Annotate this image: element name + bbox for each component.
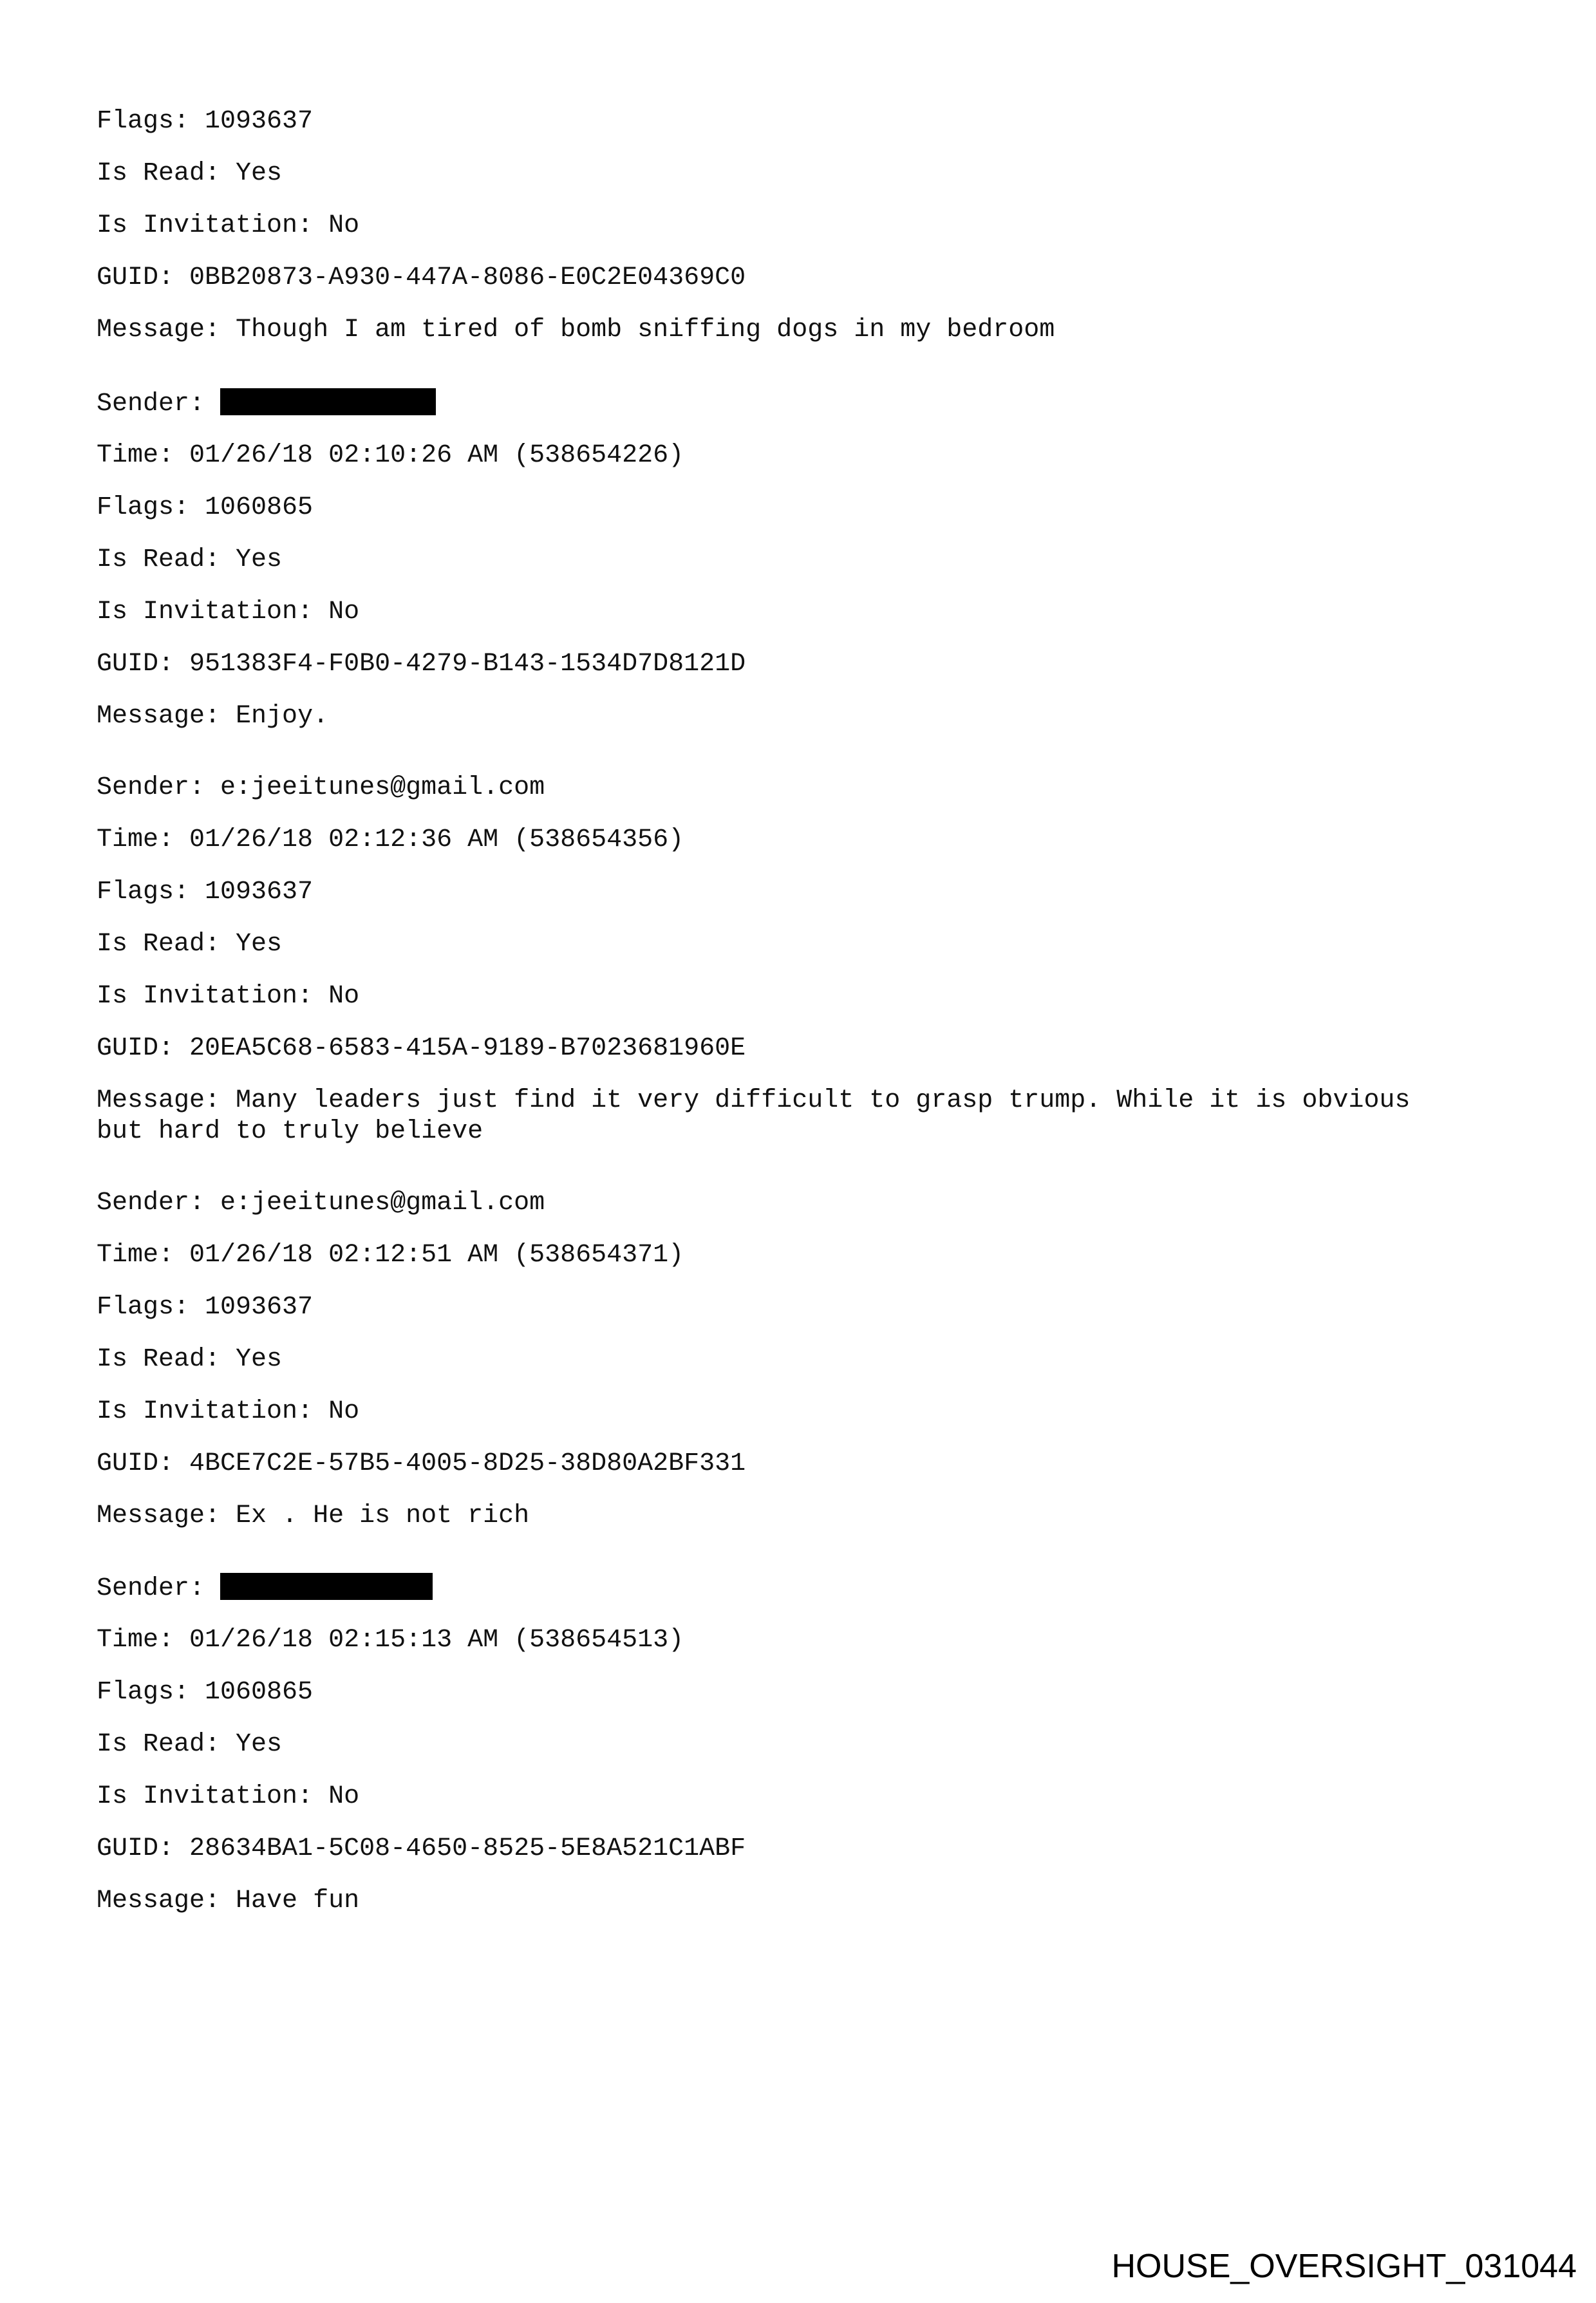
- field-label: Is Read:: [97, 930, 236, 959]
- field-label: Is Read:: [97, 159, 236, 188]
- record-guid: [97, 1449, 746, 1480]
- field-label: GUID:: [97, 1449, 190, 1478]
- record-is-read: [97, 545, 282, 576]
- field-label: GUID:: [97, 1834, 190, 1863]
- field-value: No: [328, 982, 360, 1011]
- record-guid: [97, 1033, 746, 1064]
- field-value: 1093637: [205, 107, 314, 136]
- field-label: Sender:: [97, 1574, 221, 1603]
- redaction-box: [220, 388, 436, 415]
- field-label: Time:: [97, 1241, 190, 1270]
- record-flags: [97, 877, 313, 908]
- field-value: 951383F4-F0B0-4279-B143-1534D7D8121D: [189, 650, 746, 679]
- record-guid: [97, 263, 746, 294]
- field-value: Yes: [236, 545, 283, 574]
- field-value: 01/26/18 02:10:26 AM (538654226): [189, 441, 684, 470]
- record-sender: [97, 388, 436, 420]
- record-is-invitation: [97, 1396, 359, 1427]
- record-is-read: [97, 158, 282, 189]
- record-message: [97, 315, 1055, 346]
- field-value: Yes: [236, 930, 283, 959]
- field-value: Though I am tired of bomb sniffing dogs in my bedroom: [236, 315, 1055, 344]
- field-label: Is Invitation:: [97, 1782, 329, 1811]
- record-time: [97, 1240, 684, 1271]
- record-sender: [97, 1188, 545, 1219]
- field-value: 01/26/18 02:12:51 AM (538654371): [189, 1241, 684, 1270]
- field-value: e:jeeitunes@gmail.com: [220, 1189, 545, 1217]
- field-value: 1093637: [205, 1293, 314, 1322]
- record-flags: [97, 1292, 313, 1323]
- record-is-read: [97, 929, 282, 960]
- field-value: No: [328, 211, 360, 240]
- field-value: No: [328, 1397, 360, 1426]
- field-value: Many leaders just find it very difficult to grasp trump. While it is obvious but hard to truly believe: [97, 1086, 1411, 1146]
- record-guid: [97, 649, 746, 680]
- field-label: Sender:: [97, 773, 221, 802]
- field-value: Enjoy.: [236, 702, 329, 731]
- field-label: Time:: [97, 1626, 190, 1655]
- field-label: Is Read:: [97, 1345, 236, 1374]
- record-flags: [97, 106, 313, 137]
- field-label: Message:: [97, 702, 236, 731]
- field-label: Is Invitation:: [97, 1397, 329, 1426]
- redaction-box: [220, 1573, 433, 1600]
- field-value: Yes: [236, 159, 283, 188]
- record-flags: [97, 493, 313, 523]
- field-value: No: [328, 1782, 360, 1811]
- field-label: Is Read:: [97, 545, 236, 574]
- field-label: Sender:: [97, 1189, 221, 1217]
- field-value: Yes: [236, 1345, 283, 1374]
- field-label: Flags:: [97, 107, 205, 136]
- record-time: [97, 1625, 684, 1656]
- field-value: 1060865: [205, 1678, 314, 1707]
- field-value: 4BCE7C2E-57B5-4005-8D25-38D80A2BF331: [189, 1449, 746, 1478]
- field-label: Is Read:: [97, 1730, 236, 1759]
- field-label: Flags:: [97, 878, 205, 907]
- field-label: Message:: [97, 1086, 236, 1115]
- record-sender: [97, 1573, 433, 1604]
- field-value: Ex . He is not rich: [236, 1501, 530, 1530]
- field-label: Is Invitation:: [97, 982, 329, 1011]
- field-label: Message:: [97, 1886, 236, 1915]
- record-message: [97, 701, 328, 732]
- field-label: Message:: [97, 1501, 236, 1530]
- field-label: Is Invitation:: [97, 597, 329, 626]
- field-value: 20EA5C68-6583-415A-9189-B7023681960E: [189, 1034, 746, 1063]
- field-label: GUID:: [97, 650, 190, 679]
- field-label: Flags:: [97, 1293, 205, 1322]
- record-message: [97, 1086, 1487, 1147]
- field-value: Have fun: [236, 1886, 360, 1915]
- record-flags: [97, 1677, 313, 1708]
- record-is-invitation: [97, 597, 359, 628]
- field-value: 1093637: [205, 878, 314, 907]
- record-is-read: [97, 1729, 282, 1760]
- record-time: [97, 825, 684, 856]
- field-value: 0BB20873-A930-447A-8086-E0C2E04369C0: [189, 263, 746, 292]
- field-value: No: [328, 597, 360, 626]
- record-is-read: [97, 1344, 282, 1375]
- field-label: Time:: [97, 825, 190, 854]
- record-time: [97, 440, 684, 471]
- field-value: 28634BA1-5C08-4650-8525-5E8A521C1ABF: [189, 1834, 746, 1863]
- field-label: GUID:: [97, 263, 190, 292]
- record-is-invitation: [97, 981, 359, 1012]
- record-message: [97, 1501, 529, 1532]
- field-label: GUID:: [97, 1034, 190, 1063]
- field-value: 1060865: [205, 493, 314, 522]
- field-label: Flags:: [97, 1678, 205, 1707]
- field-value: 01/26/18 02:15:13 AM (538654513): [189, 1626, 684, 1655]
- record-is-invitation: [97, 211, 359, 241]
- field-label: Sender:: [97, 390, 221, 418]
- field-label: Flags:: [97, 493, 205, 522]
- record-is-invitation: [97, 1781, 359, 1812]
- record-guid: [97, 1834, 746, 1865]
- record-sender: [97, 773, 545, 804]
- record-message: [97, 1886, 359, 1917]
- field-label: Message:: [97, 315, 236, 344]
- field-label: Is Invitation:: [97, 211, 329, 240]
- field-label: Time:: [97, 441, 190, 470]
- bates-number: HOUSE_OVERSIGHT_031044: [1111, 2248, 1577, 2285]
- field-value: 01/26/18 02:12:36 AM (538654356): [189, 825, 684, 854]
- field-value: Yes: [236, 1730, 283, 1759]
- field-value: e:jeeitunes@gmail.com: [220, 773, 545, 802]
